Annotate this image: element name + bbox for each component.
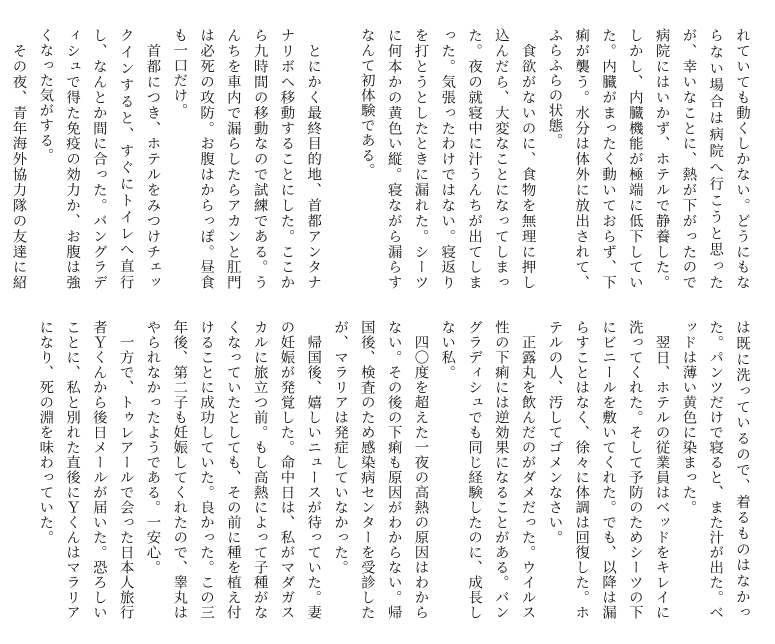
- lower-text-block: [13, 320, 755, 620]
- lower-text: は既に洗っているので、着るものはなかった。パンツだけで寝ると、また汁が出た。ベッドは薄い黄色に染まった。 翌日、ホテルの従業員はベッドをキレイに洗ってくれた。そして予防のためシーツの下にビニールを敷いてくれた。でも、以降は漏らすことはなく、徐々に体調は回復した。ホテルの人、汚してゴメンなさい。 正露丸を飲んだのがダメだった。ウイルス性の下痢には逆効果になることがある。バングラディシュでも同じ経験したのに、成長しない私。 四〇度を超えた一夜の高熱の原因はわからない。その後の下痢も原因がわからない。帰国後、検査のため感染病センターを受診したが、マラリアは発症していなかった。 帰国後、嬉しいニュースが待っていた。妻の妊娠が発覚した。命中日は、私がマダガスカルに旅立つ前。もし高熱によって子種がなくなっていたとしても、その前に種を植え付けることに成功していた。良かった。この三年後、第二子も妊娠してくれたので、睾丸はやられなかったようである。一安心。 一方で、トゥレアールで会った日本人旅行者Ｙくんから後日メールが届いた。恐ろしいことに、私と別れた直後にＹくんはマラリアになり、死の淵を味わっていた。: [37, 320, 750, 620]
- upper-text: れていても動くしかない。どうにもならない場合は病院へ行こうと思ったが、幸いなことに、熱が下がったので病院にはいかず、ホテルで静養した。しかし、内臓機能が極端に低下していた。内臓がまったく動いておらず、下痢が襲う。水分は体外に放出されて、ふらふらの状態。 食欲がないのに、食物を無理に押し込んだら、大変なことになってしまった。夜の就寝中に汁うんちが出てしまった。気張ったわけではない。寝返りを打とうとしたときに漏れた。シーツに何本かの黄色い縦。寝ながら漏らすなんて初体験である。 とにかく最終目的地、首都アンタナナリボへ移動することにした。ここから九時間の移動なので試練である。うんちを車内で漏らしたらアカンと肛門は必死の攻防。お腹はからっぽ。昼食も一口だけ。 首都につき、ホテルをみつけチェックインすると、すぐにトイレへ直行し、なんとか間に合った。バングラディシュで得た免疫の効力か、お腹は強くなった気がする。 その夜、青年海外協力隊の友達に紹: [10, 28, 750, 290]
- upper-text-block: [10, 28, 755, 290]
